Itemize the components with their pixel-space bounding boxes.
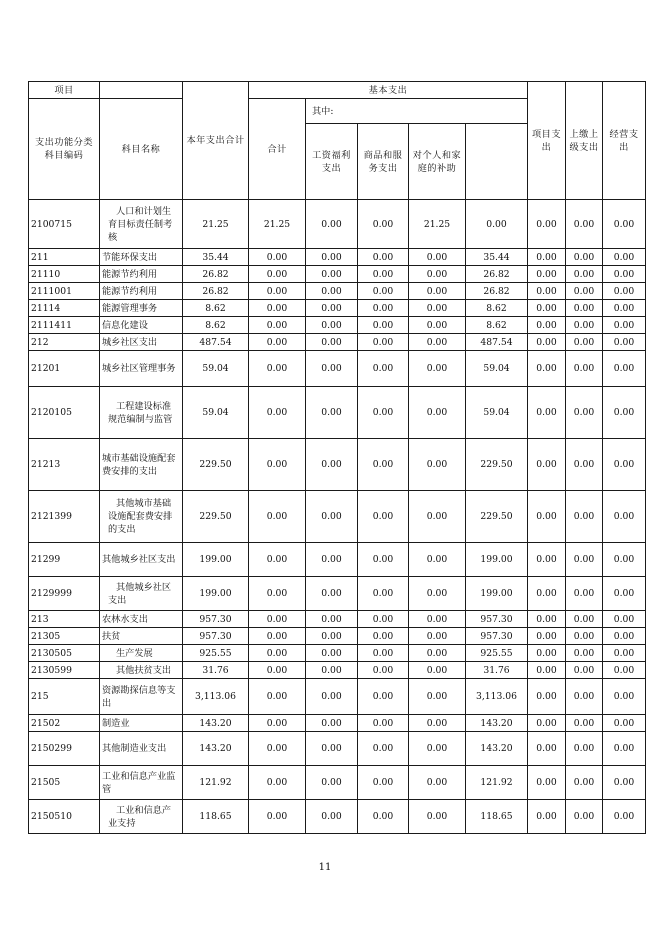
table-row [29, 351, 646, 387]
cell-total: 59.04 [183, 351, 249, 387]
cell-name: 资源勘探信息等支出 [100, 679, 183, 715]
cell-business: 0.00 [566, 439, 603, 491]
cell-name: 城乡社区支出 [100, 334, 183, 351]
cell-sub: 0.00 [249, 577, 306, 611]
cell-name: 其他城乡社区支出 [100, 543, 183, 577]
cell-personal: 0.00 [409, 317, 466, 334]
cell-code: 2100715 [29, 200, 100, 249]
cell-business: 0.00 [566, 300, 603, 317]
cell-personal: 0.00 [409, 732, 466, 766]
cell-affiliated: 0.00 [603, 577, 646, 611]
cell-project: 229.50 [466, 439, 528, 491]
cell-project: 957.30 [466, 628, 528, 645]
cell-project: 118.65 [466, 800, 528, 834]
cell-personal: 0.00 [409, 800, 466, 834]
cell-business: 0.00 [566, 645, 603, 662]
cell-goods: 0.00 [358, 645, 409, 662]
table-row [29, 266, 646, 283]
cell-goods: 0.00 [358, 766, 409, 800]
cell-total: 8.62 [183, 300, 249, 317]
cell-goods: 0.00 [358, 577, 409, 611]
cell-sub: 0.00 [249, 715, 306, 732]
cell-code: 21505 [29, 766, 100, 800]
table-row [29, 491, 646, 543]
cell-personal: 0.00 [409, 266, 466, 283]
cell-code: 21502 [29, 715, 100, 732]
cell-name: 其他扶贫支出 [100, 662, 183, 679]
cell-code: 212 [29, 334, 100, 351]
cell-superior: 0.00 [528, 732, 566, 766]
cell-total: 229.50 [183, 439, 249, 491]
cell-sub: 0.00 [249, 543, 306, 577]
cell-salary: 0.00 [306, 800, 358, 834]
cell-personal: 0.00 [409, 300, 466, 317]
cell-superior: 0.00 [528, 628, 566, 645]
cell-goods: 0.00 [358, 439, 409, 491]
cell-personal: 0.00 [409, 662, 466, 679]
table-row [29, 543, 646, 577]
cell-salary: 0.00 [306, 679, 358, 715]
cell-business: 0.00 [566, 491, 603, 543]
table-row [29, 577, 646, 611]
cell-superior: 0.00 [528, 645, 566, 662]
cell-salary: 0.00 [306, 732, 358, 766]
cell-total: 143.20 [183, 732, 249, 766]
cell-goods: 0.00 [358, 611, 409, 628]
cell-project: 26.82 [466, 283, 528, 300]
cell-business: 0.00 [566, 200, 603, 249]
cell-goods: 0.00 [358, 351, 409, 387]
cell-project: 121.92 [466, 766, 528, 800]
table-row [29, 766, 646, 800]
cell-business: 0.00 [566, 577, 603, 611]
cell-goods: 0.00 [358, 200, 409, 249]
cell-superior: 0.00 [528, 200, 566, 249]
cell-business: 0.00 [566, 387, 603, 439]
cell-business: 0.00 [566, 351, 603, 387]
cell-total: 143.20 [183, 715, 249, 732]
cell-salary: 0.00 [306, 387, 358, 439]
header-personal: 对个人和家庭的补助 [409, 124, 466, 200]
cell-business: 0.00 [566, 679, 603, 715]
cell-personal: 21.25 [409, 200, 466, 249]
cell-name: 生产发展 [100, 645, 183, 662]
cell-superior: 0.00 [528, 351, 566, 387]
header-subtotal: 合计 [249, 99, 306, 200]
cell-business: 0.00 [566, 611, 603, 628]
cell-personal: 0.00 [409, 645, 466, 662]
cell-business: 0.00 [566, 732, 603, 766]
cell-total: 199.00 [183, 577, 249, 611]
cell-total: 118.65 [183, 800, 249, 834]
cell-affiliated: 0.00 [603, 387, 646, 439]
cell-salary: 0.00 [306, 200, 358, 249]
cell-name: 工程建设标准规范编制与监管 [100, 387, 183, 439]
cell-name: 能源节约利用 [100, 266, 183, 283]
header-of-which: 其中: [306, 99, 528, 124]
cell-name: 其他城乡社区支出 [100, 577, 183, 611]
cell-personal: 0.00 [409, 628, 466, 645]
cell-affiliated: 0.00 [603, 249, 646, 266]
cell-superior: 0.00 [528, 317, 566, 334]
table-row [29, 283, 646, 300]
cell-sub: 0.00 [249, 800, 306, 834]
cell-code: 21299 [29, 543, 100, 577]
cell-sub: 0.00 [249, 439, 306, 491]
cell-code: 2150510 [29, 800, 100, 834]
cell-business: 0.00 [566, 317, 603, 334]
cell-project: 487.54 [466, 334, 528, 351]
cell-goods: 0.00 [358, 662, 409, 679]
cell-affiliated: 0.00 [603, 645, 646, 662]
cell-salary: 0.00 [306, 611, 358, 628]
cell-sub: 0.00 [249, 628, 306, 645]
cell-salary: 0.00 [306, 317, 358, 334]
cell-name: 其他制造业支出 [100, 732, 183, 766]
cell-code: 2111411 [29, 317, 100, 334]
table-row [29, 334, 646, 351]
cell-personal: 0.00 [409, 351, 466, 387]
cell-business: 0.00 [566, 266, 603, 283]
cell-total: 925.55 [183, 645, 249, 662]
cell-salary: 0.00 [306, 577, 358, 611]
cell-superior: 0.00 [528, 491, 566, 543]
cell-goods: 0.00 [358, 491, 409, 543]
cell-project: 8.62 [466, 317, 528, 334]
cell-total: 59.04 [183, 387, 249, 439]
cell-affiliated: 0.00 [603, 439, 646, 491]
header-salary: 工资福利支出 [306, 124, 358, 200]
cell-project: 143.20 [466, 715, 528, 732]
cell-salary: 0.00 [306, 266, 358, 283]
cell-superior: 0.00 [528, 577, 566, 611]
cell-salary: 0.00 [306, 766, 358, 800]
cell-total: 31.76 [183, 662, 249, 679]
cell-salary: 0.00 [306, 300, 358, 317]
cell-project: 143.20 [466, 732, 528, 766]
header-superior: 上缴上级支出 [566, 82, 603, 200]
cell-code: 21110 [29, 266, 100, 283]
cell-superior: 0.00 [528, 662, 566, 679]
header-item: 项目 [29, 82, 100, 99]
cell-personal: 0.00 [409, 543, 466, 577]
header-business: 经营支出 [603, 82, 646, 200]
cell-superior: 0.00 [528, 611, 566, 628]
expenditure-table [28, 81, 646, 834]
cell-code: 2120105 [29, 387, 100, 439]
table-row [29, 679, 646, 715]
table-row [29, 249, 646, 266]
cell-superior: 0.00 [528, 800, 566, 834]
cell-superior: 0.00 [528, 266, 566, 283]
cell-personal: 0.00 [409, 611, 466, 628]
cell-sub: 0.00 [249, 334, 306, 351]
cell-personal: 0.00 [409, 283, 466, 300]
table-row [29, 645, 646, 662]
cell-project: 3,113.06 [466, 679, 528, 715]
header-basic: 基本支出 [249, 82, 528, 99]
cell-superior: 0.00 [528, 766, 566, 800]
cell-project: 229.50 [466, 491, 528, 543]
cell-affiliated: 0.00 [603, 351, 646, 387]
cell-name: 节能环保支出 [100, 249, 183, 266]
cell-salary: 0.00 [306, 715, 358, 732]
cell-business: 0.00 [566, 715, 603, 732]
cell-goods: 0.00 [358, 317, 409, 334]
cell-goods: 0.00 [358, 800, 409, 834]
cell-project: 59.04 [466, 387, 528, 439]
table-row [29, 387, 646, 439]
cell-superior: 0.00 [528, 300, 566, 317]
cell-goods: 0.00 [358, 283, 409, 300]
cell-affiliated: 0.00 [603, 317, 646, 334]
cell-salary: 0.00 [306, 645, 358, 662]
cell-affiliated: 0.00 [603, 679, 646, 715]
cell-project: 26.82 [466, 266, 528, 283]
cell-goods: 0.00 [358, 266, 409, 283]
table-row [29, 628, 646, 645]
cell-personal: 0.00 [409, 491, 466, 543]
cell-affiliated: 0.00 [603, 334, 646, 351]
cell-sub: 0.00 [249, 249, 306, 266]
page-number: 11 [318, 862, 332, 873]
cell-affiliated: 0.00 [603, 300, 646, 317]
cell-personal: 0.00 [409, 679, 466, 715]
cell-total: 229.50 [183, 491, 249, 543]
cell-goods: 0.00 [358, 628, 409, 645]
cell-affiliated: 0.00 [603, 715, 646, 732]
cell-personal: 0.00 [409, 439, 466, 491]
table-row [29, 300, 646, 317]
cell-salary: 0.00 [306, 249, 358, 266]
cell-superior: 0.00 [528, 283, 566, 300]
cell-name: 信息化建设 [100, 317, 183, 334]
cell-code: 2130599 [29, 662, 100, 679]
cell-salary: 0.00 [306, 351, 358, 387]
cell-project: 925.55 [466, 645, 528, 662]
cell-affiliated: 0.00 [603, 283, 646, 300]
cell-project: 59.04 [466, 351, 528, 387]
cell-sub: 0.00 [249, 266, 306, 283]
cell-total: 26.82 [183, 283, 249, 300]
cell-goods: 0.00 [358, 334, 409, 351]
cell-superior: 0.00 [528, 715, 566, 732]
cell-name: 农林水支出 [100, 611, 183, 628]
table-row [29, 317, 646, 334]
cell-code: 213 [29, 611, 100, 628]
cell-superior: 0.00 [528, 334, 566, 351]
cell-total: 21.25 [183, 200, 249, 249]
cell-superior: 0.00 [528, 387, 566, 439]
cell-superior: 0.00 [528, 543, 566, 577]
cell-salary: 0.00 [306, 662, 358, 679]
cell-personal: 0.00 [409, 715, 466, 732]
cell-personal: 0.00 [409, 577, 466, 611]
cell-superior: 0.00 [528, 439, 566, 491]
cell-superior: 0.00 [528, 249, 566, 266]
table-row [29, 439, 646, 491]
header-name: 科目名称 [100, 99, 183, 200]
cell-sub: 0.00 [249, 679, 306, 715]
table-row [29, 715, 646, 732]
cell-salary: 0.00 [306, 543, 358, 577]
cell-goods: 0.00 [358, 249, 409, 266]
cell-goods: 0.00 [358, 543, 409, 577]
cell-total: 199.00 [183, 543, 249, 577]
cell-project: 8.62 [466, 300, 528, 317]
cell-affiliated: 0.00 [603, 628, 646, 645]
cell-personal: 0.00 [409, 766, 466, 800]
cell-name: 能源管理事务 [100, 300, 183, 317]
cell-goods: 0.00 [358, 679, 409, 715]
header-row-1 [29, 82, 646, 99]
cell-business: 0.00 [566, 662, 603, 679]
header-code: 支出功能分类科目编码 [29, 99, 100, 200]
cell-total: 487.54 [183, 334, 249, 351]
cell-project: 957.30 [466, 611, 528, 628]
cell-total: 121.92 [183, 766, 249, 800]
cell-project: 0.00 [466, 200, 528, 249]
cell-sub: 0.00 [249, 662, 306, 679]
cell-sub: 0.00 [249, 645, 306, 662]
cell-code: 2111001 [29, 283, 100, 300]
cell-sub: 0.00 [249, 491, 306, 543]
cell-code: 2130505 [29, 645, 100, 662]
cell-affiliated: 0.00 [603, 266, 646, 283]
cell-total: 3,113.06 [183, 679, 249, 715]
cell-name: 城市基础设施配套费安排的支出 [100, 439, 183, 491]
cell-salary: 0.00 [306, 491, 358, 543]
table-row [29, 662, 646, 679]
cell-affiliated: 0.00 [603, 543, 646, 577]
cell-name: 工业和信息产业支持 [100, 800, 183, 834]
header-blank [100, 82, 183, 99]
cell-name: 人口和计划生育目标责任制考核 [100, 200, 183, 249]
cell-goods: 0.00 [358, 387, 409, 439]
cell-business: 0.00 [566, 628, 603, 645]
cell-total: 35.44 [183, 249, 249, 266]
cell-affiliated: 0.00 [603, 800, 646, 834]
cell-sub: 0.00 [249, 317, 306, 334]
cell-code: 2150299 [29, 732, 100, 766]
table-row [29, 732, 646, 766]
cell-personal: 0.00 [409, 334, 466, 351]
cell-salary: 0.00 [306, 628, 358, 645]
cell-affiliated: 0.00 [603, 732, 646, 766]
cell-project: 199.00 [466, 543, 528, 577]
cell-affiliated: 0.00 [603, 200, 646, 249]
cell-affiliated: 0.00 [603, 611, 646, 628]
cell-total: 8.62 [183, 317, 249, 334]
table-row [29, 200, 646, 249]
cell-total: 26.82 [183, 266, 249, 283]
cell-total: 957.30 [183, 628, 249, 645]
cell-code: 215 [29, 679, 100, 715]
cell-project: 35.44 [466, 249, 528, 266]
cell-personal: 0.00 [409, 387, 466, 439]
cell-name: 城乡社区管理事务 [100, 351, 183, 387]
cell-name: 制造业 [100, 715, 183, 732]
cell-name: 其他城市基础设施配套费安排的支出 [100, 491, 183, 543]
cell-code: 2121399 [29, 491, 100, 543]
cell-business: 0.00 [566, 543, 603, 577]
header-goods: 商品和服务支出 [358, 124, 409, 200]
cell-salary: 0.00 [306, 283, 358, 300]
cell-sub: 0.00 [249, 732, 306, 766]
cell-code: 2129999 [29, 577, 100, 611]
cell-project: 199.00 [466, 577, 528, 611]
header-project: 项目支出 [528, 82, 566, 200]
cell-code: 21305 [29, 628, 100, 645]
table-row [29, 611, 646, 628]
cell-business: 0.00 [566, 249, 603, 266]
cell-code: 21114 [29, 300, 100, 317]
cell-total: 957.30 [183, 611, 249, 628]
cell-superior: 0.00 [528, 679, 566, 715]
cell-name: 工业和信息产业监管 [100, 766, 183, 800]
cell-goods: 0.00 [358, 300, 409, 317]
cell-sub: 0.00 [249, 387, 306, 439]
cell-sub: 0.00 [249, 611, 306, 628]
cell-sub: 0.00 [249, 351, 306, 387]
cell-project: 31.76 [466, 662, 528, 679]
cell-sub: 21.25 [249, 200, 306, 249]
cell-business: 0.00 [566, 800, 603, 834]
cell-business: 0.00 [566, 283, 603, 300]
cell-salary: 0.00 [306, 439, 358, 491]
header-total-year: 本年支出合计 [183, 82, 249, 200]
cell-affiliated: 0.00 [603, 662, 646, 679]
cell-affiliated: 0.00 [603, 766, 646, 800]
table-row [29, 800, 646, 834]
cell-goods: 0.00 [358, 715, 409, 732]
cell-personal: 0.00 [409, 249, 466, 266]
cell-name: 扶贫 [100, 628, 183, 645]
cell-business: 0.00 [566, 334, 603, 351]
cell-goods: 0.00 [358, 732, 409, 766]
cell-affiliated: 0.00 [603, 491, 646, 543]
cell-business: 0.00 [566, 766, 603, 800]
cell-code: 21201 [29, 351, 100, 387]
cell-sub: 0.00 [249, 300, 306, 317]
cell-salary: 0.00 [306, 334, 358, 351]
cell-name: 能源节约利用 [100, 283, 183, 300]
cell-sub: 0.00 [249, 766, 306, 800]
cell-sub: 0.00 [249, 283, 306, 300]
cell-code: 21213 [29, 439, 100, 491]
cell-code: 211 [29, 249, 100, 266]
